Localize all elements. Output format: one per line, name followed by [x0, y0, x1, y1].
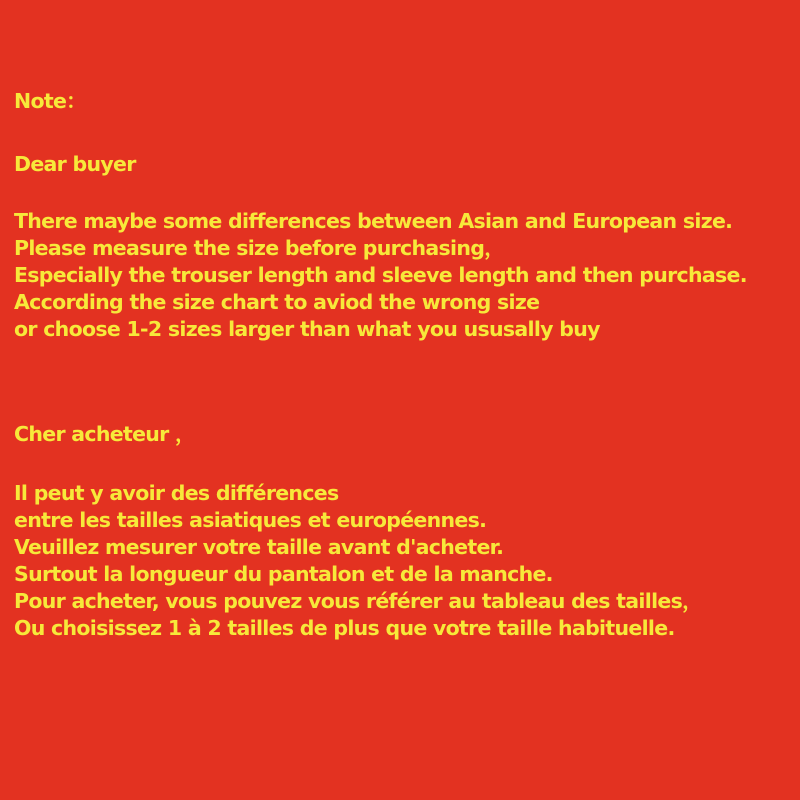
french-line-4: Surtout la longueur du pantalon et de la manche. [14, 562, 553, 586]
note-heading: Note： [14, 89, 86, 113]
english-line-2: Please measure the size before purchasing， [14, 236, 504, 260]
english-line-1: There maybe some differences between Asian and European size. [14, 209, 733, 233]
french-greeting: Cher acheteur ， [14, 422, 195, 446]
french-line-2: entre les tailles asiatiques et européennes. [14, 508, 487, 532]
english-greeting: Dear buyer [14, 152, 136, 176]
french-line-3: Veuillez mesurer votre taille avant d'acheter. [14, 535, 504, 559]
english-line-5: or choose 1-2 sizes larger than what you ususally buy [14, 317, 600, 341]
french-line-5: Pour acheter, vous pouvez vous référer au tableau des tailles， [14, 589, 702, 613]
french-line-1: Il peut y avoir des différences [14, 481, 339, 505]
english-line-4: According the size chart to aviod the wrong size [14, 290, 540, 314]
english-line-3: Especially the trouser length and sleeve length and then purchase. [14, 263, 747, 287]
french-line-6: Ou choisissez 1 à 2 tailles de plus que votre taille habituelle. [14, 616, 675, 640]
